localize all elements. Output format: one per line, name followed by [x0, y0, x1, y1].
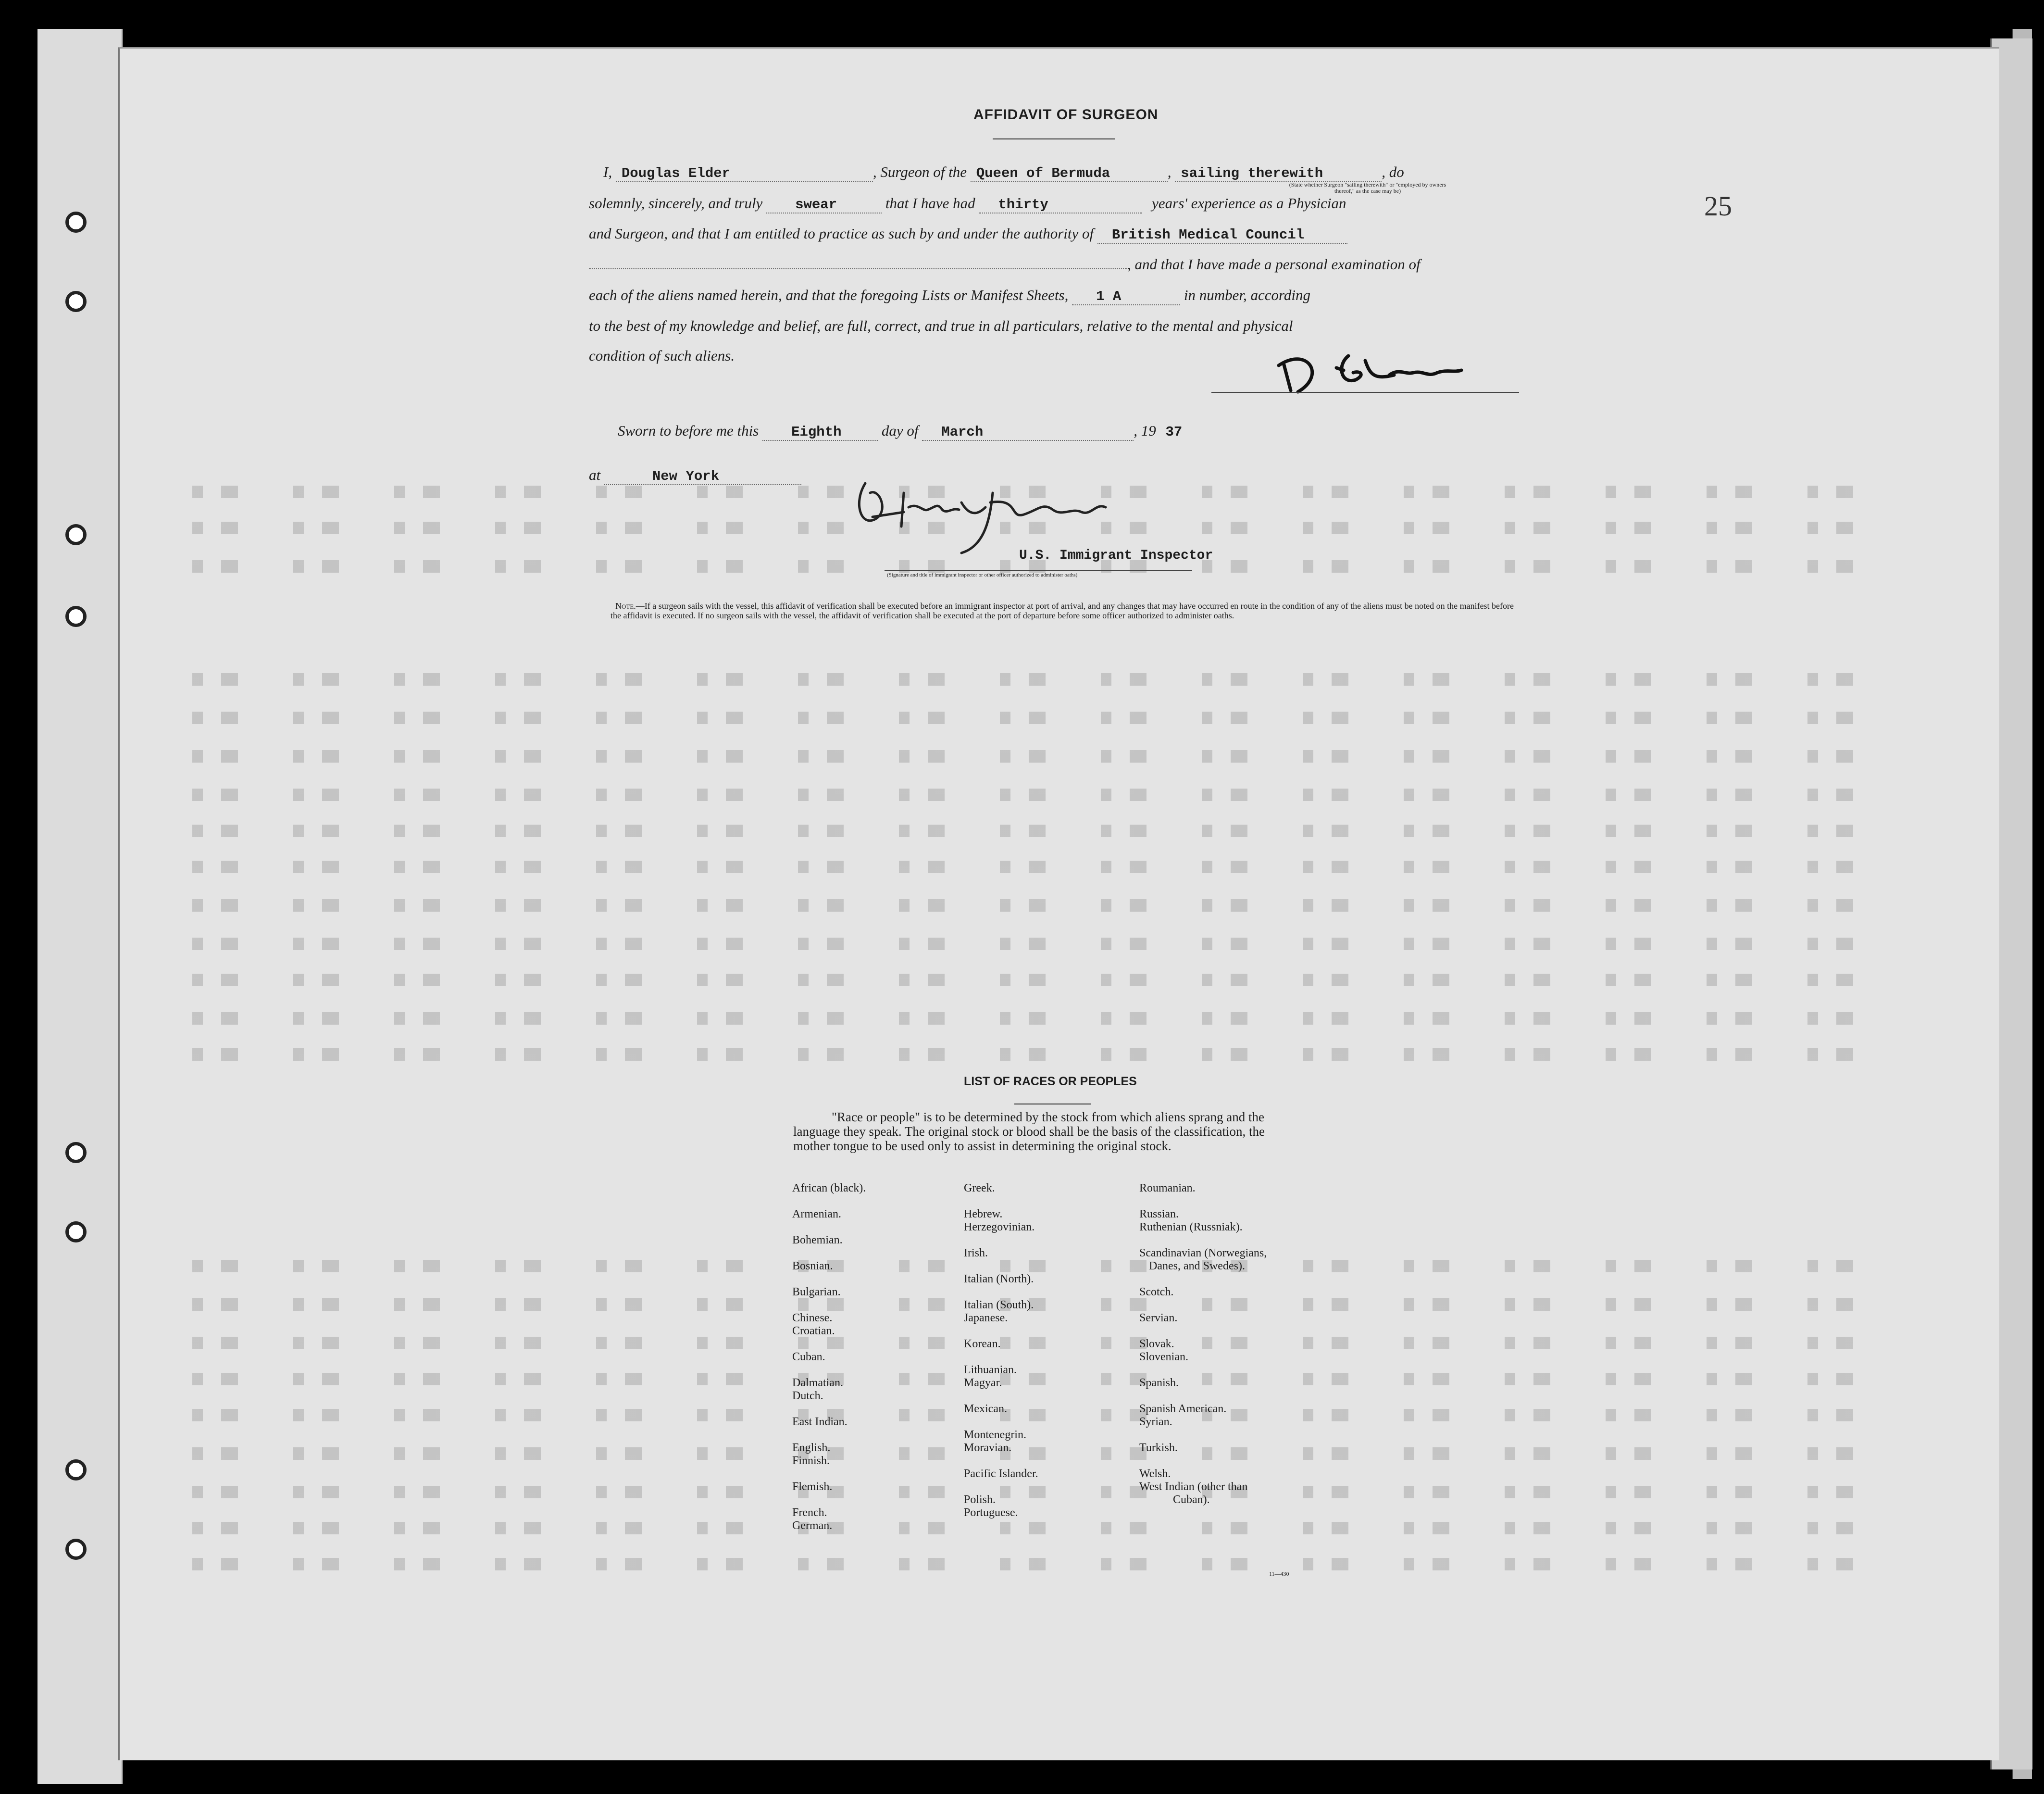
surgeon-signature: [1269, 346, 1471, 399]
authority: British Medical Council: [1097, 227, 1347, 244]
race-item: Bohemian.: [792, 1234, 843, 1246]
sworn-place: New York: [604, 468, 801, 485]
inspector-title: U.S. Immigrant Inspector: [1019, 548, 1213, 563]
race-item: Flemish.: [792, 1480, 833, 1493]
bleed-through: [192, 899, 1875, 912]
affidavit-note: [611, 601, 1524, 620]
race-item: Cuban.: [792, 1351, 825, 1363]
punch-hole: [65, 1142, 87, 1163]
race-item: Magyar.: [964, 1377, 1002, 1389]
race-item: Mexican.: [964, 1403, 1007, 1415]
race-item: Polish.: [964, 1493, 996, 1506]
race-item: Lithuanian.: [964, 1364, 1017, 1376]
race-item: Italian (South).: [964, 1299, 1034, 1311]
race-item: Russian.: [1139, 1208, 1179, 1220]
race-item: Japanese.: [964, 1312, 1008, 1324]
bleed-through: [192, 974, 1875, 986]
bleed-through: [192, 861, 1875, 873]
signature-line: [1211, 392, 1519, 393]
affidavit-line-1: I, Douglas Elder , Surgeon of the Queen of Bermuda , sailing therewith , do: [603, 163, 1404, 181]
at-line: at New York: [589, 466, 1519, 485]
race-item: Finnish.: [792, 1455, 830, 1467]
bleed-through: [192, 825, 1875, 837]
race-item: Slovak.: [1139, 1338, 1174, 1350]
race-item: Spanish.: [1139, 1377, 1179, 1389]
race-item: French.: [792, 1506, 827, 1519]
punch-hole: [65, 524, 87, 545]
affidavit-line-5: each of the aliens named herein, and that the foregoing Lists or Manifest Sheets, 1 A in number, according: [589, 287, 1311, 304]
race-item: Bulgarian.: [792, 1286, 841, 1298]
race-item: Korean.: [964, 1338, 1001, 1350]
note-text: —If a surgeon sails with the vessel, this affidavit of verification shall be executed before an immigrant inspector at port of arrival, and any changes that may have occurred en route in the condition of any of the aliens must be noted on the manifest before the affidavit is executed. If no surgeon sails with the vessel, the affidavit of verification shall be executed at the port of departure before some officer authorized to administer oaths.: [611, 601, 1514, 620]
bleed-through: [192, 938, 1875, 950]
binder-strip: [37, 29, 123, 1784]
race-item: Slovenian.: [1139, 1351, 1188, 1363]
race-item: Herzegovinian.: [964, 1221, 1035, 1233]
race-item: Ruthenian (Russniak).: [1139, 1221, 1243, 1233]
sailing-status: sailing therewith: [1175, 165, 1382, 182]
vessel-name: Queen of Bermuda: [971, 165, 1168, 182]
race-item: Portuguese.: [964, 1506, 1018, 1519]
bleed-through: [192, 789, 1875, 801]
race-item: Italian (North).: [964, 1273, 1034, 1285]
punch-hole: [65, 1459, 87, 1480]
bleed-through: [192, 750, 1875, 763]
affidavit-line-2: solemnly, sincerely, and truly swear that I have had thirty years' experience as a Physician: [589, 195, 1346, 213]
punch-hole: [65, 1539, 87, 1560]
sworn-line: Sworn to before me this Eighth day of March , 19 37: [589, 422, 1519, 441]
sailing-note: (State whether Surgeon "sailing therewith" or "employed by owners thereof," as the case may be): [1289, 181, 1446, 194]
races-column-2: [964, 1182, 1038, 1532]
affidavit-line-6: to the best of my knowledge and belief, are full, correct, and true in all particulars, relative to the mental and physical: [589, 317, 1293, 334]
race-item: West Indian (other than: [1139, 1480, 1248, 1493]
race-item: English.: [792, 1442, 831, 1454]
sworn-month: March: [922, 424, 1134, 441]
bleed-through: [192, 712, 1875, 724]
race-item: Servian.: [1139, 1312, 1178, 1324]
race-item: Dutch.: [792, 1390, 823, 1402]
oath-type: swear: [766, 197, 882, 213]
bleed-through: [192, 1012, 1875, 1025]
race-item: German.: [792, 1519, 833, 1532]
race-item: Pacific Islander.: [964, 1468, 1038, 1480]
race-item: Spanish American.: [1139, 1403, 1227, 1415]
races-column-3: [1139, 1182, 1267, 1519]
race-item: Armenian.: [792, 1208, 841, 1220]
sheet-count: 1 A: [1072, 289, 1180, 305]
race-item: Greek.: [964, 1182, 995, 1194]
sworn-day: Eighth: [762, 424, 878, 441]
race-item: Danes, and Swedes).: [1149, 1260, 1245, 1272]
race-item: Scandinavian (Norwegians,: [1139, 1247, 1267, 1259]
punch-hole: [65, 291, 87, 312]
punch-hole: [65, 1221, 87, 1242]
race-item: Hebrew.: [964, 1208, 1003, 1220]
race-item: Montenegrin.: [964, 1429, 1026, 1441]
blank-line: [589, 268, 1127, 269]
inspector-subtitle: (Signature and title of immigrant inspector or other officer authorized to administer oaths): [887, 572, 1078, 578]
race-item: Scotch.: [1139, 1286, 1174, 1298]
bleed-through: [192, 1558, 1875, 1570]
page-number: 25: [1704, 190, 1732, 222]
sworn-year: 37: [1165, 424, 1183, 440]
race-item: Chinese.: [792, 1312, 833, 1324]
surgeon-name: Douglas Elder: [616, 165, 873, 182]
affidavit-line-4: , and that I have made a personal examination of: [589, 256, 1519, 273]
race-item: Roumanian.: [1139, 1182, 1196, 1194]
affidavit-title: AFFIDAVIT OF SURGEON: [973, 107, 1159, 123]
race-item: Turkish.: [1139, 1442, 1178, 1454]
race-item: Bosnian.: [792, 1260, 833, 1272]
punch-hole: [65, 212, 87, 233]
bleed-through: [192, 1048, 1875, 1061]
race-item: Welsh.: [1139, 1468, 1171, 1480]
punch-hole: [65, 606, 87, 627]
race-item: Irish.: [964, 1247, 988, 1259]
inspector-rule: [885, 570, 1192, 571]
bleed-through: [192, 673, 1875, 686]
race-item: Cuban).: [1173, 1493, 1210, 1506]
race-item: Moravian.: [964, 1442, 1012, 1454]
race-item: African (black).: [792, 1182, 866, 1194]
affidavit-line-7: condition of such aliens.: [589, 347, 735, 364]
races-intro: "Race or people" is to be determined by the stock from which aliens sprang and the language they speak. The original stock or blood shall be the basis of the classification, the mother tongue to be used only to assist in determining the original stock.: [793, 1110, 1265, 1153]
inspector-signature: [846, 474, 1115, 555]
note-label: Note.: [615, 601, 636, 611]
years-experience: thirty: [979, 197, 1142, 213]
races-column-1: [792, 1182, 866, 1545]
race-item: Syrian.: [1139, 1416, 1172, 1428]
form-number: 11—430: [1269, 1570, 1289, 1577]
race-item: East Indian.: [792, 1416, 848, 1428]
races-title: LIST OF RACES OR PEOPLES: [964, 1075, 1137, 1088]
race-item: Croatian.: [792, 1325, 835, 1337]
affidavit-line-3: and Surgeon, and that I am entitled to practice as such by and under the authority of British Medical Council: [589, 225, 1519, 244]
title-rule: [993, 138, 1115, 139]
race-item: Dalmatian.: [792, 1377, 843, 1389]
